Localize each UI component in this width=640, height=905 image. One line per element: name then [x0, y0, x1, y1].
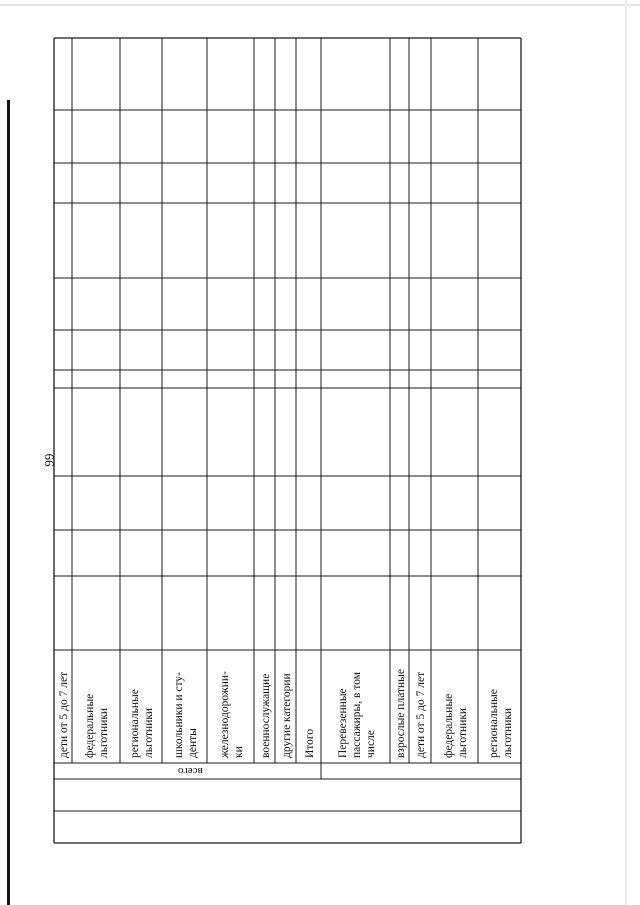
row-label-regional2: региональные [487, 689, 500, 758]
row-label-federal2: льготники [456, 707, 469, 758]
row-label-adults: взрослые платные [394, 668, 407, 758]
row-label-carried: числе [364, 730, 377, 758]
row-label-total: Итого [303, 728, 316, 758]
row-label-regional: региональные [129, 689, 141, 758]
row-label-carried: Перевезенные [336, 688, 349, 758]
page-number: 66 [42, 453, 57, 467]
row-label-federal: льготники [98, 707, 110, 758]
row-label-students: школьники и сту- [172, 672, 185, 758]
row-label-other: другие категории [280, 673, 293, 758]
row-label-military: военнослужащие [259, 673, 272, 758]
row-label-railway: железнодорожни- [218, 671, 231, 758]
row-label-regional2: льготники [501, 707, 514, 758]
row-label-railway: ки [232, 746, 245, 758]
row-label-children2: дети от 5 до 7 лет [415, 671, 427, 758]
group-label: всего [178, 765, 203, 777]
row-label-regional: льготники [143, 707, 155, 758]
row-label-students: денты [186, 728, 199, 758]
row-label-federal: федеральные [84, 693, 96, 758]
row-label-carried: пассажиры, в том [350, 671, 363, 758]
row-label-federal2: федеральные [442, 693, 455, 758]
row-label-children: дети от 5 до 7 лет [58, 671, 70, 758]
